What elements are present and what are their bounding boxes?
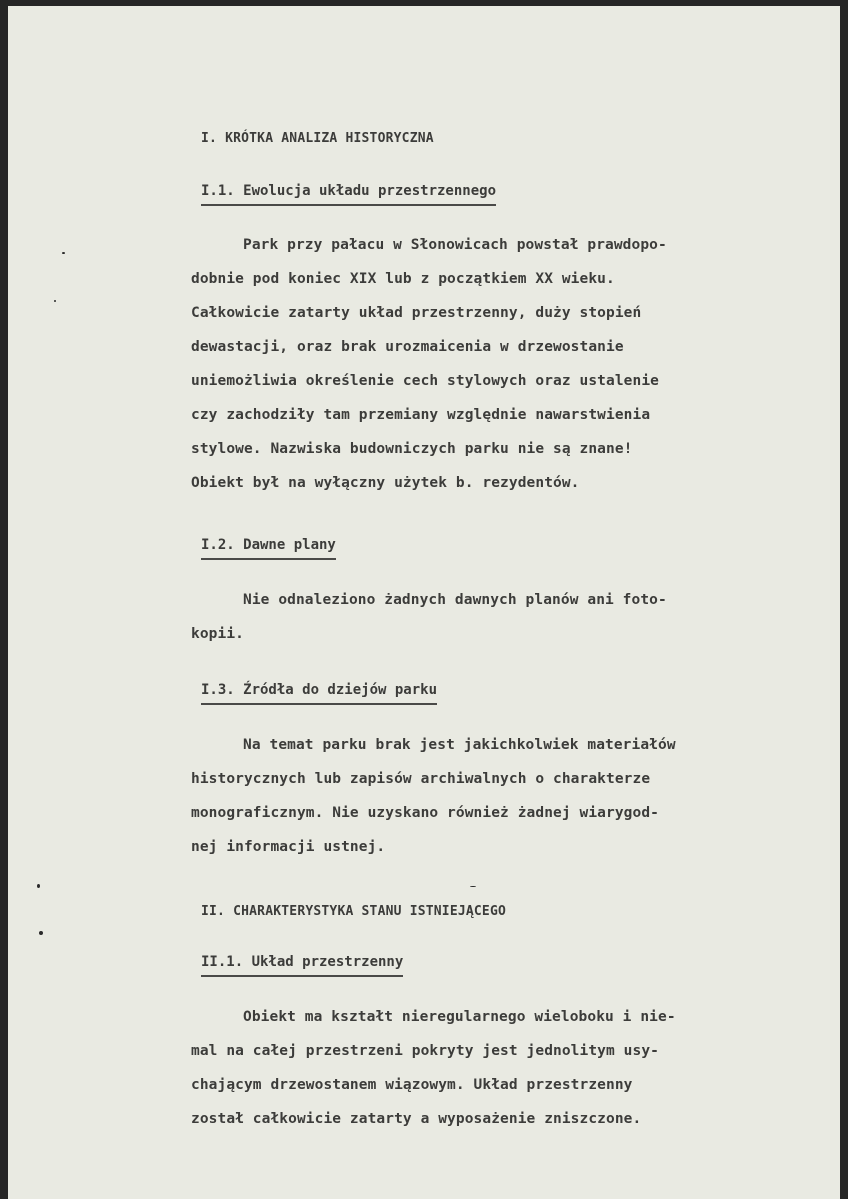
subsection-2-1-paragraph	[191, 1000, 676, 1136]
section-2-title: II. CHARAKTERYSTYKA STANU ISTNIEJĄCEGO	[201, 904, 507, 919]
subsection-1-3-paragraph	[191, 728, 676, 864]
paragraph-line: mal na całej przestrzeni pokryty jest jednolitym usy-	[191, 1043, 659, 1059]
paper-speck	[62, 252, 65, 254]
document-page	[8, 6, 840, 1199]
paragraph-line: uniemożliwia określenie cech stylowych oraz ustalenie	[191, 373, 659, 389]
subsection-1-2-heading: I.2. Dawne plany	[201, 537, 336, 560]
paragraph-line: monograficznym. Nie uzyskano również żadnej wiarygod-	[191, 805, 659, 821]
paragraph-line: Nie odnaleziono żadnych dawnych planów ani foto-	[243, 592, 667, 608]
subsection-2-1-heading: II.1. Układ przestrzenny	[201, 954, 403, 977]
subsection-1-2-paragraph	[191, 583, 667, 651]
paragraph-line: kopii.	[191, 626, 244, 642]
paragraph-line: historycznych lub zapisów archiwalnych o charakterze	[191, 771, 651, 787]
subsection-1-1-heading: I.1. Ewolucja układu przestrzennego	[201, 183, 496, 206]
paragraph-line: został całkowicie zatarty a wyposażenie zniszczone.	[191, 1111, 642, 1127]
paper-speck	[470, 886, 476, 887]
paragraph-line: Obiekt był na wyłączny użytek b. rezydentów.	[191, 475, 580, 491]
paragraph-line: Całkowicie zatarty układ przestrzenny, duży stopień	[191, 305, 642, 321]
section-1-title: I. KRÓTKA ANALIZA HISTORYCZNA	[201, 131, 434, 146]
paragraph-line: Na temat parku brak jest jakichkolwiek materiałów	[243, 737, 676, 753]
subsection-1-3-heading: I.3. Źródła do dziejów parku	[201, 682, 437, 705]
paper-speck	[37, 884, 40, 888]
paragraph-line: czy zachodziły tam przemiany względnie nawarstwienia	[191, 407, 651, 423]
paragraph-line: nej informacji ustnej.	[191, 839, 386, 855]
paper-speck	[54, 300, 56, 302]
paragraph-line: dobnie pod koniec XIX lub z początkiem XX wieku.	[191, 271, 615, 287]
subsection-1-1-paragraph	[191, 228, 667, 500]
paragraph-line: stylowe. Nazwiska budowniczych parku nie są znane!	[191, 441, 633, 457]
paragraph-line: Obiekt ma kształt nieregularnego wieloboku i nie-	[243, 1009, 676, 1025]
paper-speck	[39, 931, 43, 935]
paragraph-line: dewastacji, oraz brak urozmaicenia w drzewostanie	[191, 339, 624, 355]
paragraph-line: chającym drzewostanem wiązowym. Układ przestrzenny	[191, 1077, 633, 1093]
paragraph-line: Park przy pałacu w Słonowicach powstał prawdopo-	[243, 237, 667, 253]
